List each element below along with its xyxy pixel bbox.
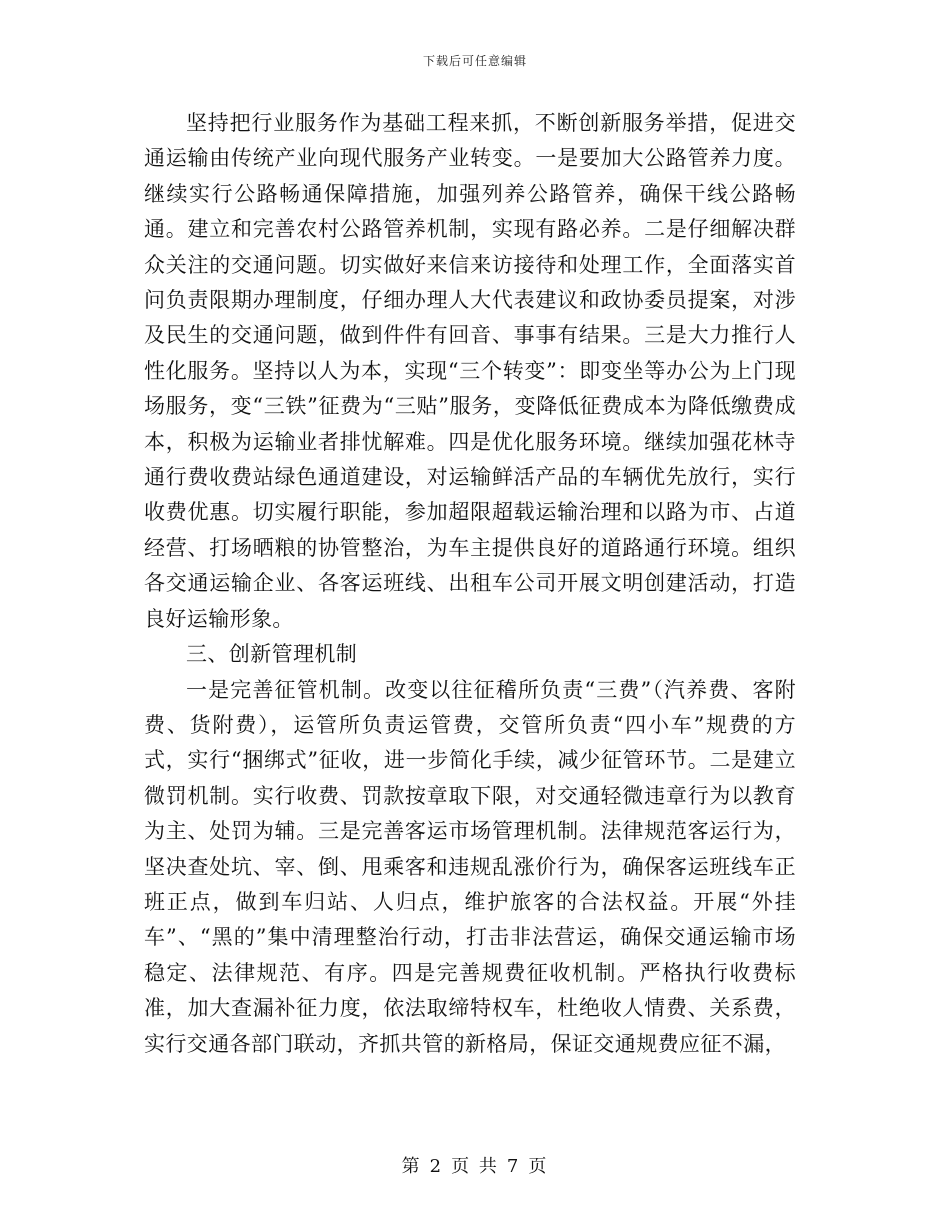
- body-paragraph-2: 一是完善征管机制。改变以往征稽所负责“三费”（汽养费、客附费、货附费），运管所负责运管费，交管所负责“四小车”规费的方式，实行“捆绑式”征收，进一步简化手续，减少征管环节。二是建立微罚机制。实行收费、罚款按章取下限，对交通轻微违章行为以教育为主、处罚为辅。三是完善客运市场管理机制。法律规范客运行为，坚决查处坑、宰、倒、甩乘客和违规乱涨价行为，确保客运班线车正班正点，做到车归站、人归点，维护旅客的合法权益。开展“外挂车”、“黑的”集中清理整治行动，打击非法营运，确保交通运输市场稳定、法律规范、有序。四是完善规费征收机制。严格执行收费标准，加大查漏补征力度，依法取缔特权车，杜绝收人情费、关系费，实行交通各部门联动，齐抓共管的新格局，保证交通规费应征不漏，: [144, 677, 796, 1056]
- footer-suffix: 页: [528, 1156, 549, 1177]
- document-body: [144, 106, 796, 1062]
- footer-current-page: 2: [429, 1156, 444, 1177]
- page-footer: [0, 1152, 950, 1178]
- footer-total-pages: 7: [506, 1156, 521, 1177]
- body-paragraph-1: 坚持把行业服务作为基础工程来抓，不断创新服务举措，促进交通运输由传统产业向现代服务产业转变。一是要加大公路管养力度。继续实行公路畅通保障措施，加强列养公路管养，确保干线公路畅通。建立和完善农村公路管养机制，实现有路必养。二是仔细解决群众关注的交通问题。切实做好来信来访接待和处理工作，全面落实首问负责限期办理制度，仔细办理人大代表建议和政协委员提案，对涉及民生的交通问题，做到件件有回音、事事有结果。三是大力推行人性化服务。坚持以人为本，实现“三个转变”：即变坐等办公为上门现场服务，变“三铁”征费为“三贴”服务，变降低征费成本为降低缴费成本，积极为运输业者排忧解难。四是优化服务环境。继续加强花林寺通行费收费站绿色通道建设，对运输鲜活产品的车辆优先放行，实行收费优惠。切实履行职能，参加超限超载运输治理和以路为市、占道经营、打场晒粮的协管整治，为车主提供良好的道路通行环境。组织各交通运输企业、各客运班线、出租车公司开展文明创建活动，打造良好运输形象。: [144, 111, 796, 631]
- footer-prefix: 第: [401, 1156, 422, 1177]
- section-heading: 三、创新管理机制: [186, 642, 358, 667]
- page-header: 下载后可任意编辑: [422, 54, 527, 68]
- footer-middle: 页 共: [451, 1156, 499, 1177]
